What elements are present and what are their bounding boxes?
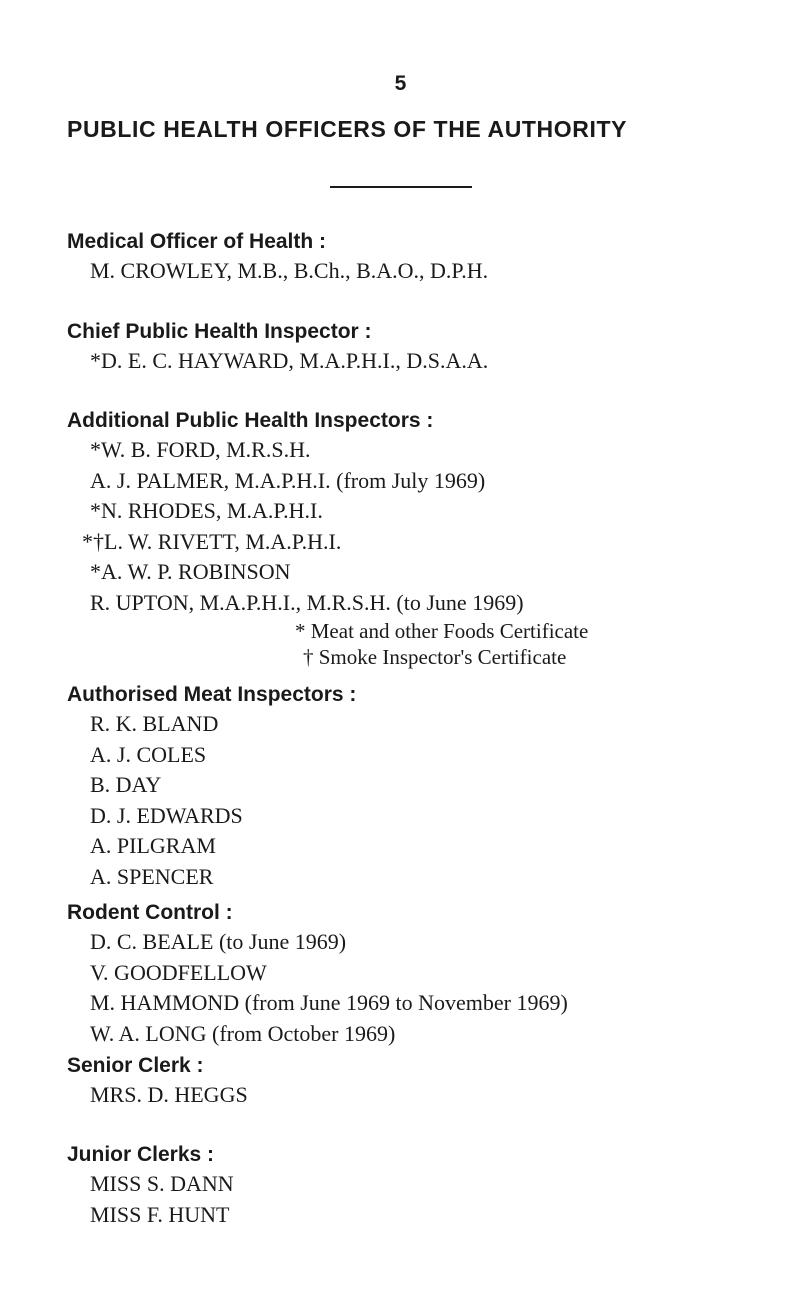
section-heading: Authorised Meat Inspectors : [67, 683, 357, 706]
officer-entry: D. C. BEALE (to June 1969) [90, 929, 347, 954]
officer-entry: *D. E. C. HAYWARD, M.A.P.H.I., D.S.A.A. [90, 348, 489, 373]
section-additional-inspectors [67, 407, 787, 670]
section-heading: Senior Clerk : [67, 1054, 204, 1077]
section-medical-officer [67, 228, 787, 287]
officer-entry: M. CROWLEY, M.B., B.Ch., B.A.O., D.P.H. [90, 258, 489, 283]
title-divider [330, 186, 472, 188]
officer-entry: *†L. W. RIVETT, M.A.P.H.I. [82, 528, 342, 554]
officer-entry: MRS. D. HEGGS [90, 1082, 248, 1107]
section-heading: Chief Public Health Inspector : [67, 320, 372, 343]
officer-entry: W. A. LONG (from October 1969) [90, 1020, 396, 1046]
officer-entry: *W. B. FORD, M.R.S.H. [90, 437, 311, 462]
section-junior-clerks [67, 1141, 787, 1230]
section-heading: Rodent Control : [67, 901, 233, 924]
officer-entry: A. PILGRAM [90, 833, 216, 858]
section-meat-inspectors [67, 681, 787, 892]
officer-entry: A. J. PALMER, M.A.P.H.I. (from July 1969) [90, 467, 486, 493]
section-heading: Medical Officer of Health : [67, 230, 327, 253]
section-heading: Junior Clerks : [67, 1143, 215, 1166]
officer-entry: V. GOODFELLOW [90, 959, 267, 985]
officer-entry: A. J. COLES [90, 741, 207, 767]
footnote-meat-certificate: * Meat and other Foods Certificate [295, 619, 589, 643]
page-number: 5 [394, 72, 407, 95]
section-senior-clerk [67, 1052, 787, 1111]
officer-entry: B. DAY [90, 772, 162, 797]
officer-entry: D. J. EDWARDS [90, 802, 243, 828]
officer-entry: MISS F. HUNT [90, 1201, 230, 1227]
officer-entry: MISS S. DANN [90, 1171, 234, 1196]
officer-entry: R. K. BLAND [90, 711, 219, 736]
section-rodent-control [67, 899, 787, 1049]
officer-entry: *N. RHODES, M.A.P.H.I. [90, 498, 323, 523]
section-heading: Additional Public Health Inspectors : [67, 409, 434, 432]
footnote-smoke-certificate: † Smoke Inspector's Certificate [303, 645, 567, 669]
section-chief-inspector [67, 318, 787, 377]
officer-entry: *A. W. P. ROBINSON [90, 559, 291, 584]
officer-entry: M. HAMMOND (from June 1969 to November 1969) [90, 990, 568, 1015]
officer-entry: A. SPENCER [90, 863, 214, 889]
officer-entry: R. UPTON, M.A.P.H.I., M.R.S.H. (to June 1969) [90, 589, 524, 615]
page-title: PUBLIC HEALTH OFFICERS OF THE AUTHORITY [67, 116, 628, 142]
